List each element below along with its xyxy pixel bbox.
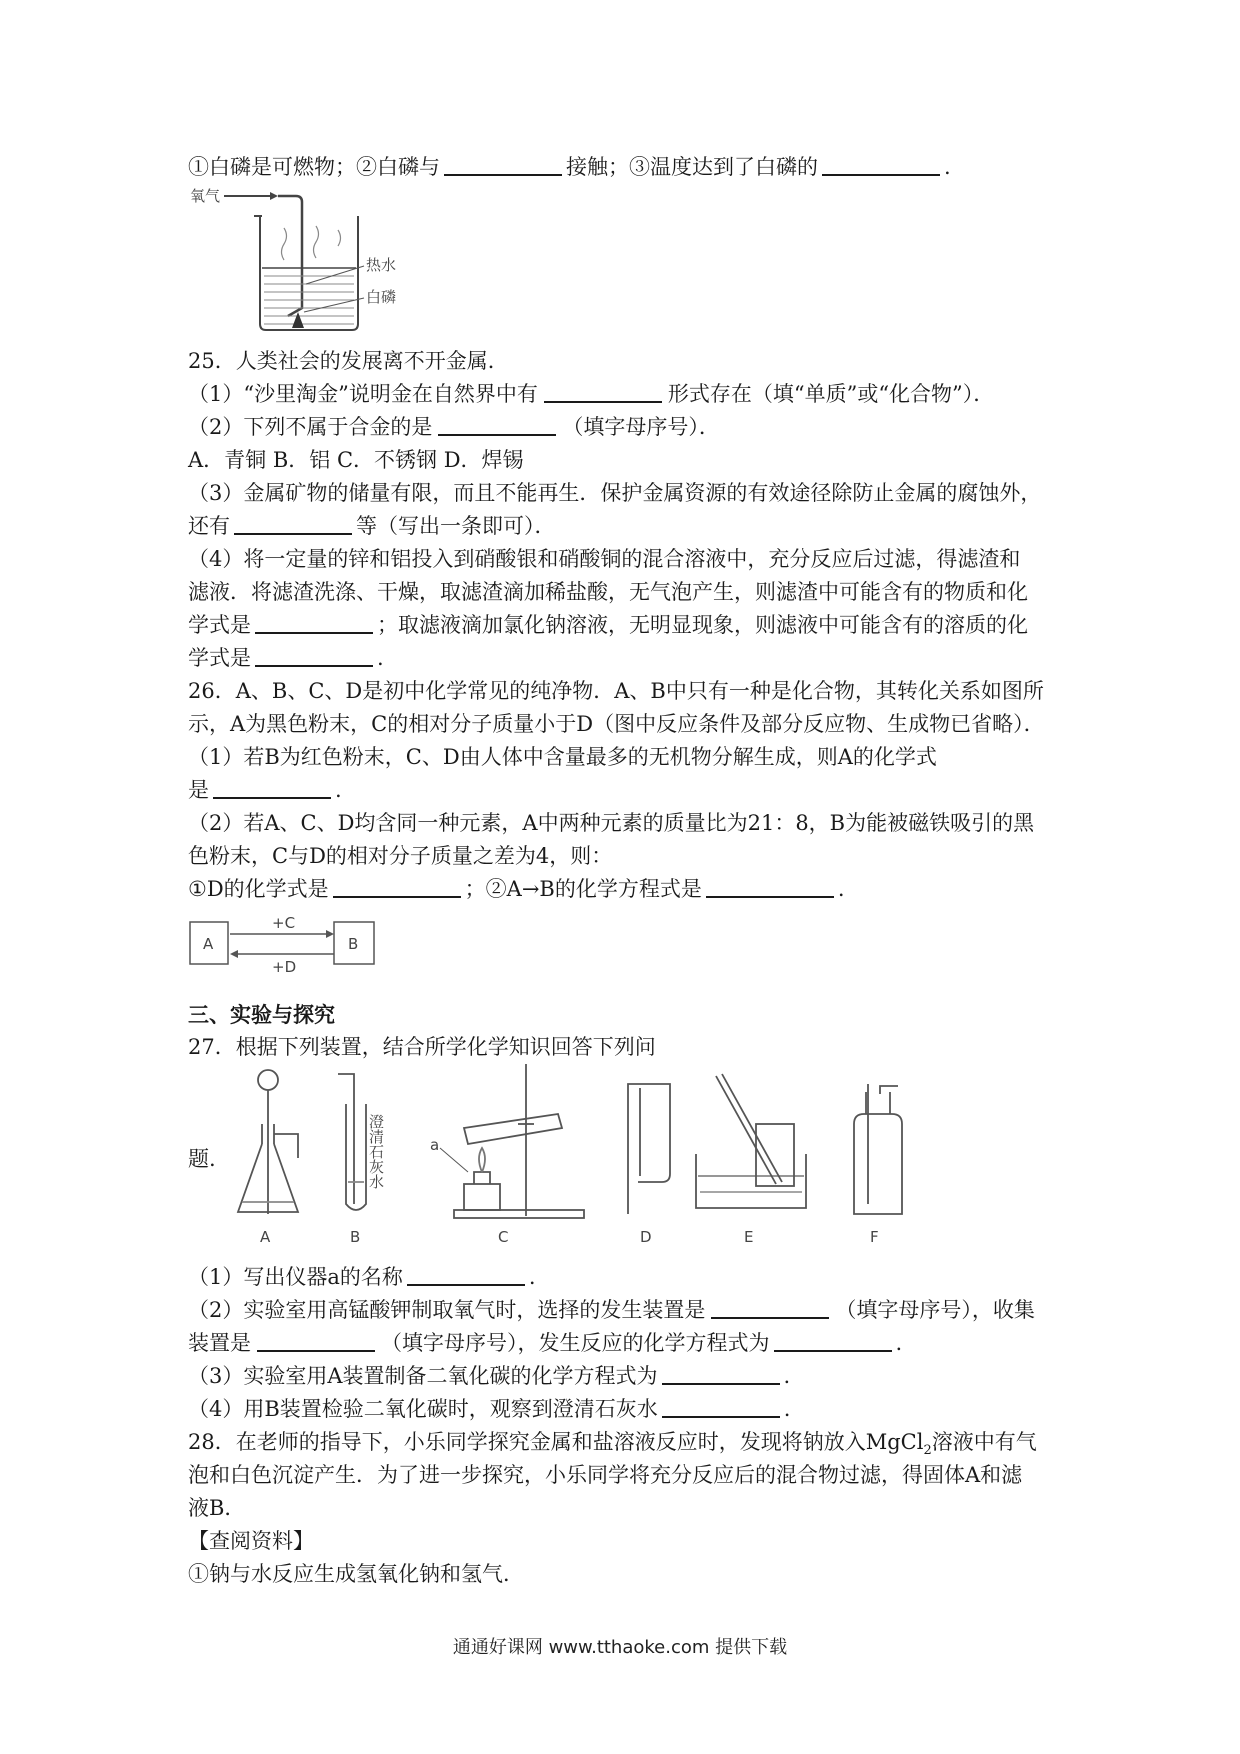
arrow-bottom-label: +D: [272, 958, 297, 974]
svg-text:D: D: [640, 1228, 652, 1246]
svg-text:F: F: [870, 1228, 879, 1246]
answer-blank[interactable]: [706, 874, 834, 898]
q28-line2: 泡和白色沉淀产生．为了进一步探究，小乐同学将充分反应后的混合物过滤，得固体A和滤: [188, 1463, 1023, 1487]
q25-part4-line1: （4）将一定量的锌和铝投入到硝酸银和硝酸铜的混合溶液中，充分反应后过滤，得滤渣和: [188, 547, 1021, 571]
answer-blank[interactable]: [213, 775, 331, 799]
answer-blank[interactable]: [444, 152, 562, 176]
answer-blank[interactable]: [255, 610, 373, 634]
apparatus-b: [338, 1074, 366, 1210]
instrument-a-label: a: [430, 1136, 440, 1154]
q25-part1: （1）“沙里淘金”说明金在自然界中有 形式存在（填“单质”或“化合物”）．: [188, 379, 994, 409]
q25-options: A．青铜 B．铝 C．不锈钢 D．焊锡: [188, 448, 524, 472]
answer-blank[interactable]: [822, 152, 940, 176]
svg-text:A: A: [203, 935, 214, 953]
q28-heading: 【查阅资料】: [188, 1529, 314, 1553]
q25-part4-line4: 学式是 .: [188, 643, 384, 673]
q26-line1: 26．A、B、C、D是初中化学常见的纯净物．A、B中只有一种是化合物，其转化关系如图所: [188, 679, 1044, 703]
answer-blank[interactable]: [544, 379, 662, 403]
q27-part4: （4）用B装置检验二氧化碳时，观察到澄清石灰水 .: [188, 1394, 790, 1424]
answer-blank[interactable]: [662, 1361, 780, 1385]
q25-part4-line3: 学式是 ；取滤液滴加氯化钠溶液，无明显现象，则滤液中可能含有的溶质的化: [188, 610, 1028, 640]
q27-title-end: 题.: [188, 1147, 216, 1171]
apparatus-a: [238, 1070, 298, 1214]
white-phosphorus-label: 白磷: [366, 288, 397, 306]
apparatus-d: [628, 1084, 670, 1214]
q27-title: 27．根据下列装置，结合所学化学知识回答下列问: [188, 1035, 656, 1059]
svg-text:B: B: [348, 935, 359, 953]
answer-blank[interactable]: [257, 1328, 375, 1352]
answer-blank[interactable]: [255, 643, 373, 667]
q26-part1-line2: 是 .: [188, 775, 342, 805]
q25-part4-line2: 滤液．将滤渣洗涤、干燥，取滤渣滴加稀盐酸，无气泡产生，则滤渣中可能含有的物质和化: [188, 580, 1028, 604]
answer-blank[interactable]: [438, 412, 556, 436]
q26-part2-line2: 色粉末，C与D的相对分子质量之差为4，则：: [188, 844, 613, 868]
oxygen-label: 氧气: [190, 188, 221, 205]
svg-text:E: E: [744, 1228, 754, 1246]
answer-blank[interactable]: [774, 1328, 892, 1352]
q25-part3-line2: 还有 等（写出一条即可）．: [188, 511, 556, 541]
q26-part2-line3: ①D的化学式是 ；②A→B的化学方程式是 .: [188, 874, 845, 904]
q26-part1-line1: （1）若B为红色粉末，C、D由人体中含量最多的无机物分解生成，则A的化学式: [188, 745, 937, 769]
answer-blank[interactable]: [333, 874, 461, 898]
q24-line: ①白磷是可燃物；②白磷与 接触；③温度达到了白磷的 .: [188, 152, 951, 182]
q27-part2-line2: 装置是 （填字母序号），发生反应的化学方程式为 .: [188, 1328, 902, 1358]
q25-part3-line1: （3）金属矿物的储量有限，而且不能再生．保护金属资源的有效途径除防止金属的腐蚀外，: [188, 481, 1042, 505]
answer-blank[interactable]: [662, 1394, 780, 1418]
limewater-label: 澄清石灰水: [367, 1114, 385, 1189]
svg-text:B: B: [350, 1228, 361, 1246]
arrow-top-label: +C: [272, 914, 296, 932]
q27-part1: （1）写出仪器a的名称 .: [188, 1262, 536, 1292]
q28-fact1: ①钠与水反应生成氢氧化钠和氢气．: [188, 1562, 524, 1586]
page-footer: 通通好课网 www.tthaoke.com 提供下载: [452, 1637, 788, 1658]
apparatus-f: [854, 1084, 902, 1214]
answer-blank[interactable]: [234, 511, 352, 535]
lab-apparatus-figure: [228, 1064, 1008, 1252]
q28-line3: 液B．: [188, 1496, 246, 1520]
q27-part2-line1: （2）实验室用高锰酸钾制取氧气时，选择的发生装置是 （填字母序号），收集: [188, 1295, 1035, 1325]
ab-conversion-diagram: [188, 912, 388, 974]
apparatus-e: [696, 1074, 806, 1208]
q25-part2: （2）下列不属于合金的是 （填字母序号）．: [188, 412, 720, 442]
q27-part3: （3）实验室用A装置制备二氧化碳的化学方程式为 .: [188, 1361, 790, 1391]
answer-blank[interactable]: [407, 1262, 525, 1286]
q26-line2: 示，A为黑色粉末，C的相对分子质量小于D（图中反应条件及部分反应物、生成物已省略）．: [188, 712, 1045, 736]
answer-blank[interactable]: [711, 1295, 829, 1319]
svg-text:C: C: [498, 1228, 509, 1246]
apparatus-c: [454, 1064, 584, 1218]
q26-part2-line1: （2）若A、C、D均含同一种元素，A中两种元素的质量比为21：8，B为能被磁铁吸引的黑: [188, 811, 1035, 835]
q25-title: 25．人类社会的发展离不开金属．: [188, 349, 509, 373]
hot-water-label: 热水: [366, 256, 397, 274]
svg-text:A: A: [260, 1228, 271, 1246]
section-heading: 三、实验与探究: [188, 1003, 335, 1027]
q28-line1: 28．在老师的指导下，小乐同学探究金属和盐溶液反应时，发现将钠放入MgCl$_2$溶液中有气: [188, 1430, 1037, 1459]
phosphorus-beaker-figure: [188, 188, 428, 338]
